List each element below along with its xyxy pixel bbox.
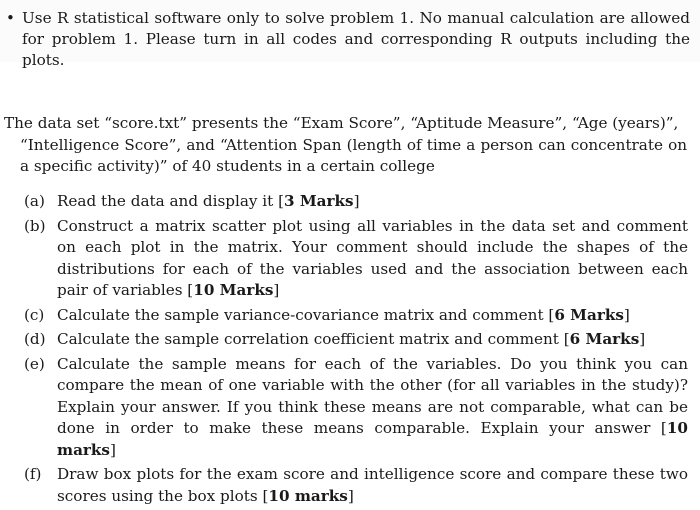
question-label: (d) <box>24 330 46 348</box>
bullet-icon: • <box>6 9 15 27</box>
marks-bracket: ] <box>353 192 360 210</box>
instruction-bullet <box>6 8 690 71</box>
marks-bracket: ] <box>623 305 630 324</box>
question-marks: 10 marks <box>57 419 688 459</box>
question-item-a <box>24 191 688 213</box>
question-label: (e) <box>24 354 45 373</box>
question-list <box>24 191 688 510</box>
problem-intro <box>4 113 687 178</box>
question-label: (a) <box>24 192 45 210</box>
question-text: Calculate the sample correlation coefficient matrix and comment [ <box>57 330 570 348</box>
instruction-block <box>0 0 700 69</box>
question-item-c <box>24 305 688 327</box>
question-text: Read the data and display it [ <box>57 192 285 210</box>
question-marks: 10 marks <box>268 486 348 505</box>
question-marks: 6 Marks <box>554 305 624 324</box>
question-item-e <box>24 354 688 462</box>
marks-bracket: ] <box>110 440 116 459</box>
marks-bracket: ] <box>273 281 280 299</box>
question-label: (f) <box>24 465 42 483</box>
question-text: Construct a matrix scatter plot using all variables in the data set and comment on each plot in the matrix. Your comment should include the shapes of the distributions for each of the variables used and the association between each pair of variables [ <box>57 216 688 299</box>
question-label: (b) <box>24 216 46 235</box>
question-item-d <box>24 329 688 351</box>
instruction-text: Use R statistical software only to solve problem 1. No manual calculation are allowed for problem 1. Please turn in all codes and corresponding R outputs including the plots. <box>22 9 690 69</box>
question-marks: 6 Marks <box>569 330 640 348</box>
marks-bracket: ] <box>347 486 354 505</box>
question-item-b <box>24 216 688 302</box>
question-text: Calculate the sample variance-covariance matrix and comment [ <box>57 305 555 324</box>
question-marks: 3 Marks <box>284 192 354 210</box>
intro-first-line: The data set “score.txt” presents the “Exam Score”, “Aptitude Measure”, “Age (years)”, <box>4 114 679 132</box>
question-label: (c) <box>24 305 45 324</box>
question-text: Draw box plots for the exam score and intelligence score and compare these two scores using the box plots [ <box>57 465 688 505</box>
intro-rest: “Intelligence Score”, and “Attention Span (length of time a person can concentrate on a specific activity)” of 40 students in a certain college <box>20 135 687 175</box>
marks-bracket: ] <box>639 330 646 348</box>
question-marks: 10 Marks <box>193 281 274 299</box>
question-item-f <box>24 464 688 507</box>
question-text: Calculate the sample means for each of the variables. Do you think you can compare the mean of one variable with the other (for all variables in the study)? Explain your answer. If you think these means are not comparable, what can be done in order to make these means comparable. Explain your answer [ <box>57 354 688 437</box>
